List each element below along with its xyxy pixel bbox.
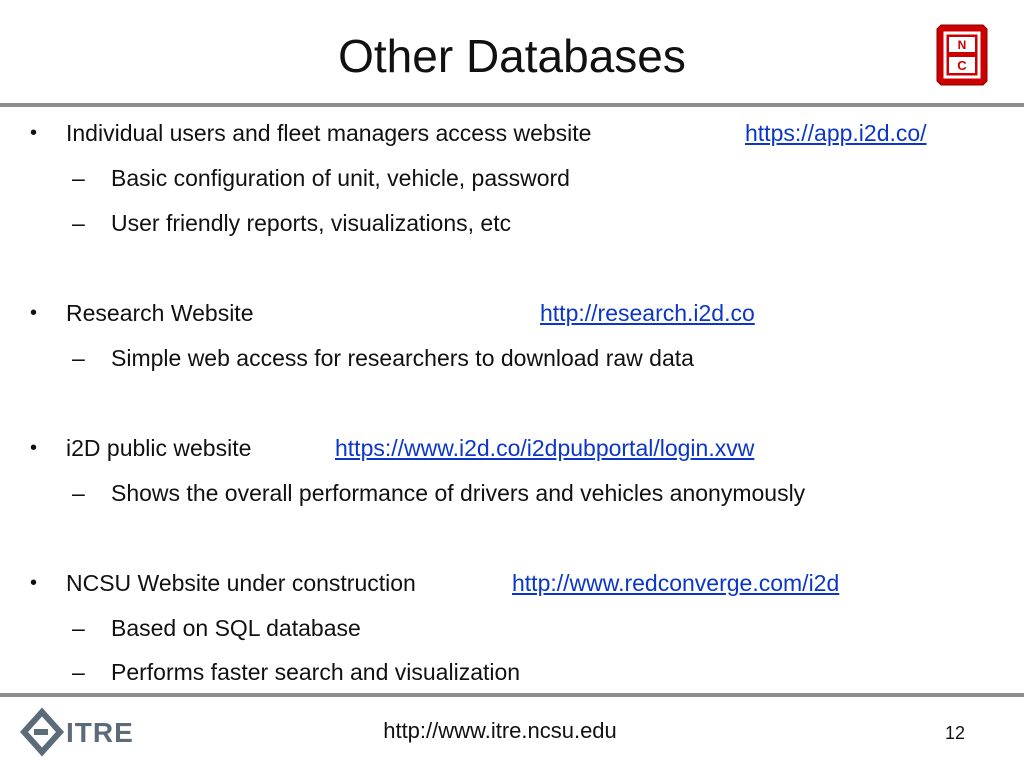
bullet-marker: •: [30, 437, 38, 459]
item-text: i2D public website: [66, 435, 252, 461]
item-text: NCSU Website under construction: [66, 570, 416, 596]
dash-marker: –: [72, 345, 85, 371]
sub-item-text: Performs faster search and visualization: [111, 659, 521, 685]
itre-logo-text: ITRE: [66, 717, 134, 748]
bullet-marker: •: [30, 122, 38, 144]
footer-url: http://www.itre.ncsu.edu: [383, 718, 617, 743]
link-app-i2d[interactable]: https://app.i2d.co/: [745, 120, 927, 146]
page-number: 12: [944, 723, 965, 743]
nc-state-logo: [935, 23, 989, 87]
item-text: Research Website: [66, 300, 254, 326]
sub-item-text: User friendly reports, visualizations, etc: [111, 210, 512, 236]
bullet-marker: •: [30, 572, 38, 594]
dash-marker: –: [72, 480, 85, 506]
link-research-i2d[interactable]: http://research.i2d.co: [540, 300, 755, 326]
link-i2d-public-portal[interactable]: https://www.i2d.co/i2dpubportal/login.xvw: [335, 435, 755, 461]
svg-text:C: C: [957, 58, 967, 73]
header-divider: [0, 103, 1024, 107]
sub-item-text: Shows the overall performance of drivers and vehicles anonymously: [111, 480, 806, 506]
dash-marker: –: [72, 659, 85, 685]
sub-item-text: Based on SQL database: [111, 615, 361, 641]
dash-marker: –: [72, 210, 85, 236]
sub-item-text: Basic configuration of unit, vehicle, password: [111, 165, 570, 191]
svg-text:N: N: [957, 38, 967, 52]
link-redconverge[interactable]: http://www.redconverge.com/i2d: [512, 570, 840, 596]
slide-title: Other Databases: [338, 30, 686, 82]
dash-marker: –: [72, 615, 85, 641]
footer-divider: [0, 693, 1024, 697]
sub-item-text: Simple web access for researchers to download raw data: [111, 345, 694, 371]
dash-marker: –: [72, 165, 85, 191]
bullet-marker: •: [30, 302, 38, 324]
item-text: Individual users and fleet managers access website: [66, 120, 592, 146]
